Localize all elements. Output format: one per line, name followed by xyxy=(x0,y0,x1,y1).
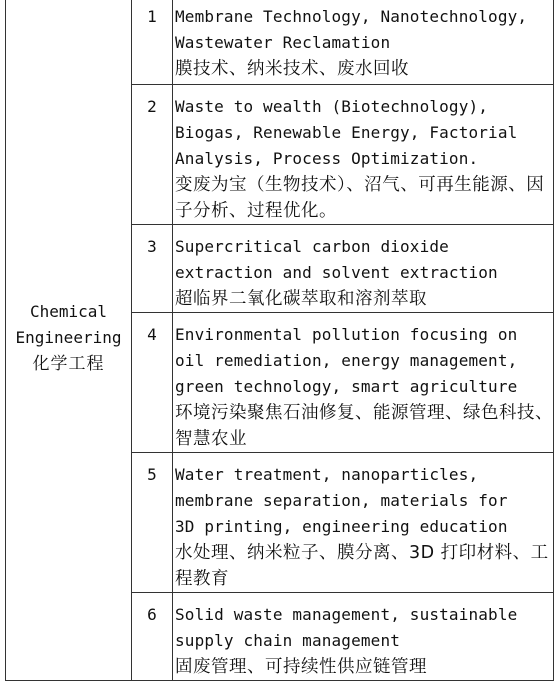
row-number-cell xyxy=(132,225,173,313)
row-number: 6 xyxy=(147,605,157,624)
table-row xyxy=(6,0,554,85)
department-name-en-line1: Chemical xyxy=(29,301,108,321)
department-name-en-line2: Engineering xyxy=(15,327,122,347)
row-number: 2 xyxy=(147,97,157,116)
topic-text-en: Environmental pollution focusing on oil remediation, energy management, green technology, smart agriculture xyxy=(175,325,518,396)
row-number-cell xyxy=(132,85,173,225)
topic-text-en: Membrane Technology, Nanotechnology, Wastewater Reclamation xyxy=(175,7,528,52)
row-number: 3 xyxy=(147,237,157,256)
topic-cell xyxy=(173,453,554,593)
topic-text-zh: 固废管理、可持续性供应链管理 xyxy=(175,657,427,677)
row-number: 5 xyxy=(147,465,157,484)
row-number-cell xyxy=(132,593,173,681)
department-name-zh: 化学工程 xyxy=(32,353,105,374)
row-number-cell xyxy=(132,0,173,85)
row-number-cell xyxy=(132,453,173,593)
topic-text-en: Supercritical carbon dioxide extraction and solvent extraction xyxy=(175,237,498,282)
department-cell xyxy=(6,0,132,681)
topic-text-zh: 超临界二氧化碳萃取和溶剂萃取 xyxy=(175,289,427,309)
topic-text-en: Waste to wealth (Biotechnology), Biogas, Renewable Energy, Factorial Analysis, Process Optimization. xyxy=(175,97,518,168)
topic-cell xyxy=(173,85,554,225)
topic-cell xyxy=(173,593,554,681)
topic-text-zh: 水处理、纳米粒子、膜分离、3D 打印材料、工程教育 xyxy=(175,543,549,589)
research-topics-table-wrapper xyxy=(5,0,554,677)
row-number: 4 xyxy=(147,325,157,344)
topic-cell xyxy=(173,225,554,313)
row-number-cell xyxy=(132,313,173,453)
topic-cell xyxy=(173,0,554,85)
topic-text-zh: 膜技术、纳米技术、废水回收 xyxy=(175,59,409,79)
research-topics-table xyxy=(5,0,554,681)
topic-text-zh: 环境污染聚焦石油修复、能源管理、绿色科技、智慧农业 xyxy=(175,403,553,449)
topic-text-en: Solid waste management, sustainable supply chain management xyxy=(175,605,518,650)
topic-cell xyxy=(173,313,554,453)
topic-text-en: Water treatment, nanoparticles, membrane separation, materials for 3D printing, engineering education xyxy=(175,465,508,536)
topic-text-zh: 变废为宝（生物技术）、沼气、可再生能源、因子分析、过程优化。 xyxy=(175,175,545,221)
row-number: 1 xyxy=(147,7,157,26)
